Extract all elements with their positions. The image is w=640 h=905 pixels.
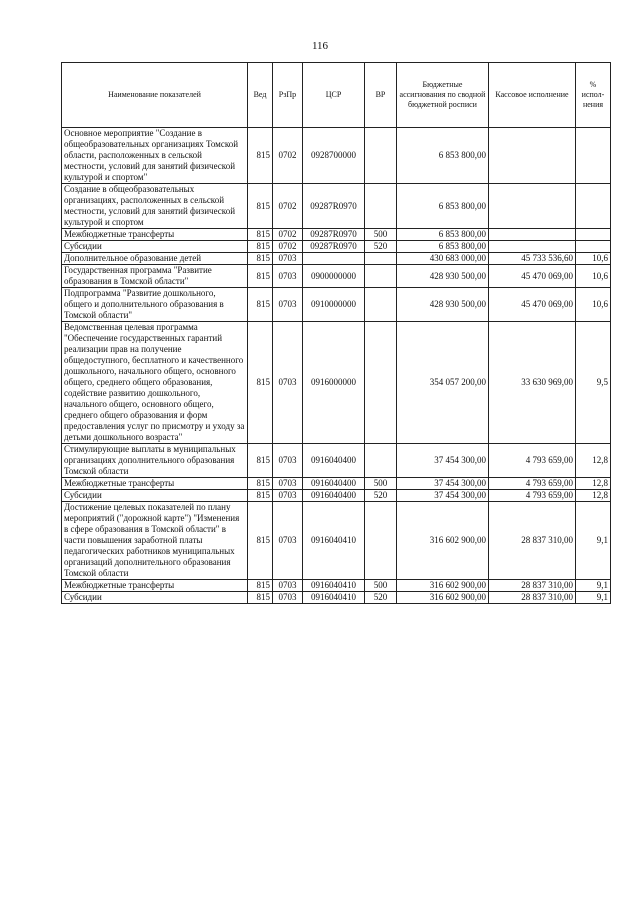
cell-vr <box>365 128 397 184</box>
cell-percent <box>576 128 611 184</box>
table-row <box>62 478 611 490</box>
cell-vr: 500 <box>365 478 397 490</box>
cell-budget: 316 602 900,00 <box>397 592 489 604</box>
table-row <box>62 184 611 229</box>
budget-execution-table <box>61 62 611 604</box>
cell-csr: 0916040410 <box>303 592 365 604</box>
cell-name: Достижение целевых показателей по плану мероприятий ("дорожной карте") "Изменения в сфере образования в Томской области" в части повышения заработной платы педагогических работников муниципальных организаций дополнительного образования Томской области <box>62 502 248 580</box>
cell-percent: 9,1 <box>576 592 611 604</box>
cell-budget: 6 853 800,00 <box>397 229 489 241</box>
cell-cash <box>489 241 576 253</box>
cell-name: Межбюджетные трансферты <box>62 229 248 241</box>
cell-vr: 520 <box>365 241 397 253</box>
cell-vr <box>365 322 397 444</box>
cell-name: Основное мероприятие "Создание в общеобразовательных организациях Томской области, расположенных в сельской местности, условий для занятий физической культурой и спортом" <box>62 128 248 184</box>
cell-budget: 37 454 300,00 <box>397 444 489 478</box>
table-row <box>62 241 611 253</box>
cell-name: Стимулирующие выплаты в муниципальных организациях дополнительного образования Томской области <box>62 444 248 478</box>
cell-rzpr: 0703 <box>273 288 303 322</box>
cell-rzpr: 0703 <box>273 478 303 490</box>
cell-percent: 9,1 <box>576 580 611 592</box>
cell-csr: 0916000000 <box>303 322 365 444</box>
cell-csr: 0916040400 <box>303 444 365 478</box>
table-row <box>62 502 611 580</box>
cell-budget: 37 454 300,00 <box>397 478 489 490</box>
cell-ved: 815 <box>248 592 273 604</box>
header-budget: Бюджетные ассигнования по сводной бюджетной росписи <box>397 63 489 128</box>
table-row <box>62 592 611 604</box>
header-rzpr: РзПр <box>273 63 303 128</box>
cell-csr: 09287R0970 <box>303 241 365 253</box>
cell-name: Межбюджетные трансферты <box>62 580 248 592</box>
cell-vr <box>365 288 397 322</box>
cell-cash: 28 837 310,00 <box>489 502 576 580</box>
cell-cash <box>489 128 576 184</box>
cell-cash: 4 793 659,00 <box>489 444 576 478</box>
cell-ved: 815 <box>248 490 273 502</box>
cell-percent: 10,6 <box>576 253 611 265</box>
cell-ved: 815 <box>248 444 273 478</box>
cell-name: Субсидии <box>62 241 248 253</box>
cell-cash: 28 837 310,00 <box>489 580 576 592</box>
cell-budget: 6 853 800,00 <box>397 128 489 184</box>
cell-ved: 815 <box>248 478 273 490</box>
cell-ved: 815 <box>248 184 273 229</box>
cell-rzpr: 0703 <box>273 265 303 288</box>
table-row <box>62 229 611 241</box>
cell-budget: 316 602 900,00 <box>397 580 489 592</box>
cell-budget: 316 602 900,00 <box>397 502 489 580</box>
header-ved: Вед <box>248 63 273 128</box>
cell-cash: 45 470 069,00 <box>489 288 576 322</box>
cell-csr: 0910000000 <box>303 288 365 322</box>
cell-vr <box>365 265 397 288</box>
cell-csr: 09287R0970 <box>303 184 365 229</box>
cell-percent <box>576 184 611 229</box>
cell-ved: 815 <box>248 288 273 322</box>
cell-vr: 500 <box>365 580 397 592</box>
cell-vr <box>365 502 397 580</box>
cell-name: Подпрограмма "Развитие дошкольного, общего и дополнительного образования в Томской области" <box>62 288 248 322</box>
cell-rzpr: 0703 <box>273 502 303 580</box>
cell-percent: 9,5 <box>576 322 611 444</box>
cell-rzpr: 0703 <box>273 253 303 265</box>
cell-name: Ведомственная целевая программа "Обеспечение государственных гарантий реализации прав на получение общедоступного, бесплатного и качественного дошкольного, начального общего, основного общего, среднего общего образования, содействие развитию дошкольного, начального общего, основного общего, среднего общего образования и форм предоставления услуг по присмотру и уходу за детьми дошкольного возраста" <box>62 322 248 444</box>
cell-name: Дополнительное образование детей <box>62 253 248 265</box>
cell-percent: 12,8 <box>576 490 611 502</box>
cell-csr <box>303 253 365 265</box>
cell-csr: 0916040410 <box>303 580 365 592</box>
cell-vr <box>365 184 397 229</box>
cell-cash: 4 793 659,00 <box>489 478 576 490</box>
cell-cash <box>489 229 576 241</box>
header-row <box>62 63 611 128</box>
cell-csr: 0900000000 <box>303 265 365 288</box>
header-cash: Кассовое исполнение <box>489 63 576 128</box>
header-percent: % испол-нения <box>576 63 611 128</box>
cell-name: Межбюджетные трансферты <box>62 478 248 490</box>
cell-budget: 354 057 200,00 <box>397 322 489 444</box>
cell-rzpr: 0703 <box>273 322 303 444</box>
header-name: Наименование показателей <box>62 63 248 128</box>
cell-budget: 428 930 500,00 <box>397 265 489 288</box>
cell-ved: 815 <box>248 229 273 241</box>
cell-ved: 815 <box>248 241 273 253</box>
table-row <box>62 322 611 444</box>
cell-budget: 430 683 000,00 <box>397 253 489 265</box>
cell-csr: 0916040400 <box>303 478 365 490</box>
cell-percent: 12,8 <box>576 478 611 490</box>
cell-csr: 0916040400 <box>303 490 365 502</box>
cell-rzpr: 0703 <box>273 490 303 502</box>
cell-csr: 0916040410 <box>303 502 365 580</box>
cell-budget: 6 853 800,00 <box>397 184 489 229</box>
cell-rzpr: 0703 <box>273 444 303 478</box>
table-row <box>62 490 611 502</box>
cell-vr <box>365 444 397 478</box>
cell-cash: 33 630 969,00 <box>489 322 576 444</box>
cell-ved: 815 <box>248 322 273 444</box>
cell-name: Субсидии <box>62 592 248 604</box>
table-body <box>62 128 611 604</box>
page-number: 116 <box>311 40 329 52</box>
cell-cash: 45 470 069,00 <box>489 265 576 288</box>
cell-rzpr: 0703 <box>273 580 303 592</box>
cell-vr: 520 <box>365 490 397 502</box>
cell-cash: 45 733 536,60 <box>489 253 576 265</box>
cell-name: Государственная программа "Развитие образования в Томской области" <box>62 265 248 288</box>
cell-vr: 520 <box>365 592 397 604</box>
cell-rzpr: 0702 <box>273 229 303 241</box>
cell-csr: 0928700000 <box>303 128 365 184</box>
cell-ved: 815 <box>248 128 273 184</box>
cell-cash: 4 793 659,00 <box>489 490 576 502</box>
cell-ved: 815 <box>248 580 273 592</box>
cell-budget: 6 853 800,00 <box>397 241 489 253</box>
cell-ved: 815 <box>248 265 273 288</box>
cell-vr <box>365 253 397 265</box>
cell-rzpr: 0703 <box>273 592 303 604</box>
cell-cash <box>489 184 576 229</box>
cell-csr: 09287R0970 <box>303 229 365 241</box>
cell-cash: 28 837 310,00 <box>489 592 576 604</box>
table-row <box>62 580 611 592</box>
cell-percent: 10,6 <box>576 288 611 322</box>
cell-name: Субсидии <box>62 490 248 502</box>
cell-percent <box>576 229 611 241</box>
cell-budget: 428 930 500,00 <box>397 288 489 322</box>
table-row <box>62 265 611 288</box>
cell-rzpr: 0702 <box>273 241 303 253</box>
cell-percent: 12,8 <box>576 444 611 478</box>
header-csr: ЦСР <box>303 63 365 128</box>
table-row <box>62 253 611 265</box>
cell-percent: 9,1 <box>576 502 611 580</box>
cell-budget: 37 454 300,00 <box>397 490 489 502</box>
cell-percent <box>576 241 611 253</box>
cell-name: Создание в общеобразовательных организациях, расположенных в сельской местности, условий для занятий физической культурой и спортом <box>62 184 248 229</box>
cell-vr: 500 <box>365 229 397 241</box>
cell-ved: 815 <box>248 502 273 580</box>
header-vr: ВР <box>365 63 397 128</box>
table-row <box>62 128 611 184</box>
cell-rzpr: 0702 <box>273 184 303 229</box>
table-row <box>62 444 611 478</box>
table-row <box>62 288 611 322</box>
cell-ved: 815 <box>248 253 273 265</box>
cell-rzpr: 0702 <box>273 128 303 184</box>
cell-percent: 10,6 <box>576 265 611 288</box>
